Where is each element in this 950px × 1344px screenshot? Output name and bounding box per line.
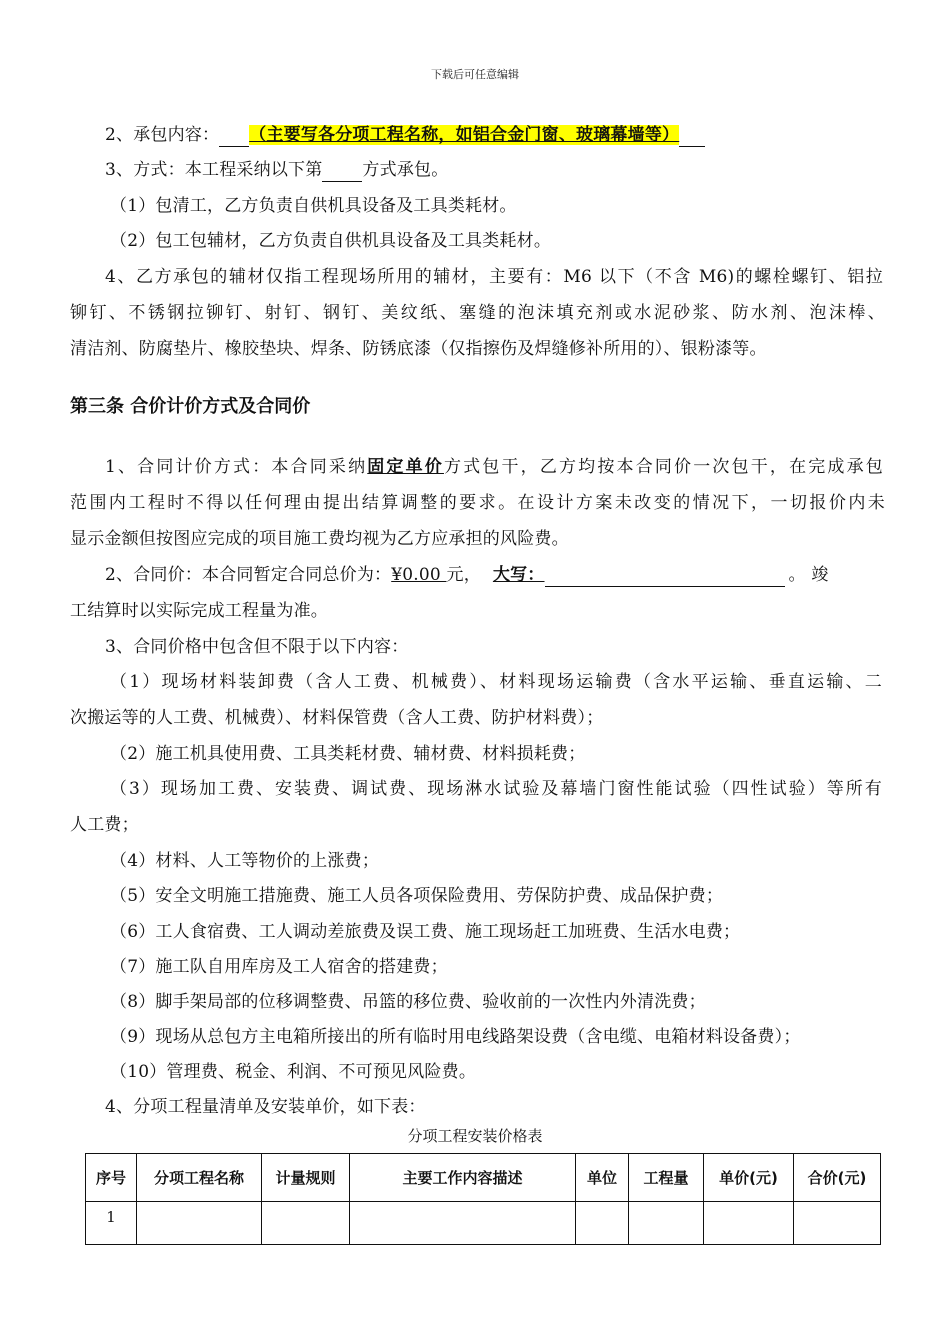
header-cell: 合价(元) <box>794 1154 881 1202</box>
table-cell <box>794 1202 881 1245</box>
table-cell <box>629 1202 704 1245</box>
pricing-method-line-2: 范围内工程时不得以任何理由提出结算调整的要求。在设计方案未改变的情况下，一切报价内未 <box>70 493 885 513</box>
contract-price-label: 2、合同价：本合同暂定合同总价为： <box>105 565 392 585</box>
table-caption: 分项工程安装价格表 <box>407 1127 543 1145</box>
header-cell: 序号 <box>86 1154 137 1202</box>
item4-line-1: 4、乙方承包的辅材仅指工程现场所用的辅材，主要有：M6 以下（不含 M6)的螺栓螺钉、铝拉 <box>105 267 883 287</box>
header-cell: 单位 <box>576 1154 629 1202</box>
table-cell <box>350 1202 576 1245</box>
include-3-line-2: 人工费； <box>70 815 139 835</box>
include-9: （9）现场从总包方主电箱所接出的所有临时用电线路架设费（含电缆、电箱材料设备费）； <box>110 1027 801 1047</box>
contract-price-unit: 元， <box>446 565 481 585</box>
table-cell: 1 <box>86 1202 137 1245</box>
table-header-row <box>86 1154 881 1202</box>
option-1: （1）包清工，乙方负责自供机具设备及工具类耗材。 <box>110 196 517 216</box>
include-4: （4）材料、人工等物价的上涨费； <box>110 851 380 871</box>
include-1-line-2: 次搬运等的人工费、机械费）、材料保管费（含人工费、防护材料费）； <box>70 708 604 728</box>
option-2: （2）包工包辅材，乙方负责自供机具设备及工具类耗材。 <box>110 231 552 251</box>
header-cell: 主要工作内容描述 <box>350 1154 576 1202</box>
pricing-method-line-1 <box>105 455 883 479</box>
item3-text-end: 方式承包。 <box>362 160 449 180</box>
table-cell <box>704 1202 794 1245</box>
table-cell <box>262 1202 350 1245</box>
item3-line <box>105 158 920 182</box>
clause3-heading: 第三条 合价计价方式及合同价 <box>70 396 311 417</box>
pricing-method-text-end: 方式包干，乙方均按本合同价一次包干，在完成承包 <box>443 457 883 477</box>
include-8: （8）脚手架局部的位移调整费、吊篮的移位费、验收前的一次性内外清洗费； <box>110 992 706 1012</box>
contract-price-amount: ¥0.00 <box>391 565 447 585</box>
include-5: （5）安全文明施工措施费、施工人员各项保险费用、劳保防护费、成品保护费； <box>110 886 724 906</box>
include-1-line-1: （1）现场材料装卸费（含人工费、机械费）、材料现场运输费（含水平运输、垂直运输、二 <box>110 672 882 692</box>
include-3-line-1: （3）现场加工费、安装费、调试费、现场淋水试验及幕墙门窗性能试验（四性试验）等所有 <box>110 779 882 799</box>
pricing-method-text: 1、合同计价方式：本合同采纳 <box>105 457 368 477</box>
page-header: 下载后可任意编辑 <box>431 68 519 81</box>
item2-content-highlight: （主要写各分项工程名称，如铝合金门窗、玻璃幕墙等） <box>249 125 680 145</box>
contract-price-end: 。 竣 <box>788 565 829 585</box>
item3-text: 3、方式：本工程采纳以下第 <box>105 160 323 180</box>
header-cell: 工程量 <box>629 1154 704 1202</box>
amount-in-words-label: 大写： <box>492 565 545 585</box>
price-table <box>85 1153 881 1245</box>
table-row <box>86 1202 881 1245</box>
item4-line-3: 清洁剂、防腐垫片、橡胶垫块、焊条、防锈底漆（仅指擦伤及焊缝修补所用的）、银粉漆等。 <box>70 339 767 359</box>
header-cell: 分项工程名称 <box>137 1154 262 1202</box>
header-cell: 单价(元) <box>704 1154 794 1202</box>
include-2: （2）施工机具使用费、工具类耗材费、辅材费、材料损耗费； <box>110 744 586 764</box>
fixed-unit-price: 固定单价 <box>367 457 444 477</box>
header-cell: 计量规则 <box>262 1154 350 1202</box>
item2-label: 2、承包内容： <box>105 125 220 145</box>
contract-price-line <box>105 563 885 587</box>
include-10: （10）管理费、税金、利润、不可预见风险费。 <box>110 1062 477 1082</box>
table-cell <box>137 1202 262 1245</box>
item4-line-2: 铆钉、不锈钢拉铆钉、射钉、钢钉、美纹纸、塞缝的泡沫填充剂或水泥砂浆、防水剂、泡沫棒、 <box>70 303 885 323</box>
item2-line <box>105 123 920 147</box>
pricing-method-line-3: 显示金额但按图应完成的项目施工费均视为乙方应承担的风险费。 <box>70 529 569 549</box>
item3-blank <box>322 163 362 182</box>
price-includes-intro: 3、合同价格中包含但不限于以下内容： <box>105 637 409 657</box>
table-cell <box>576 1202 629 1245</box>
quantity-list-intro: 4、分项工程量清单及安装单价，如下表： <box>105 1097 426 1117</box>
amount-in-words-blank <box>545 568 785 587</box>
include-7: （7）施工队自用库房及工人宿舍的搭建费； <box>110 957 448 977</box>
contract-price-line-2: 工结算时以实际完成工程量为准。 <box>70 601 328 621</box>
include-6: （6）工人食宿费、工人调动差旅费及误工费、施工现场赶工加班费、生活水电费； <box>110 922 741 942</box>
